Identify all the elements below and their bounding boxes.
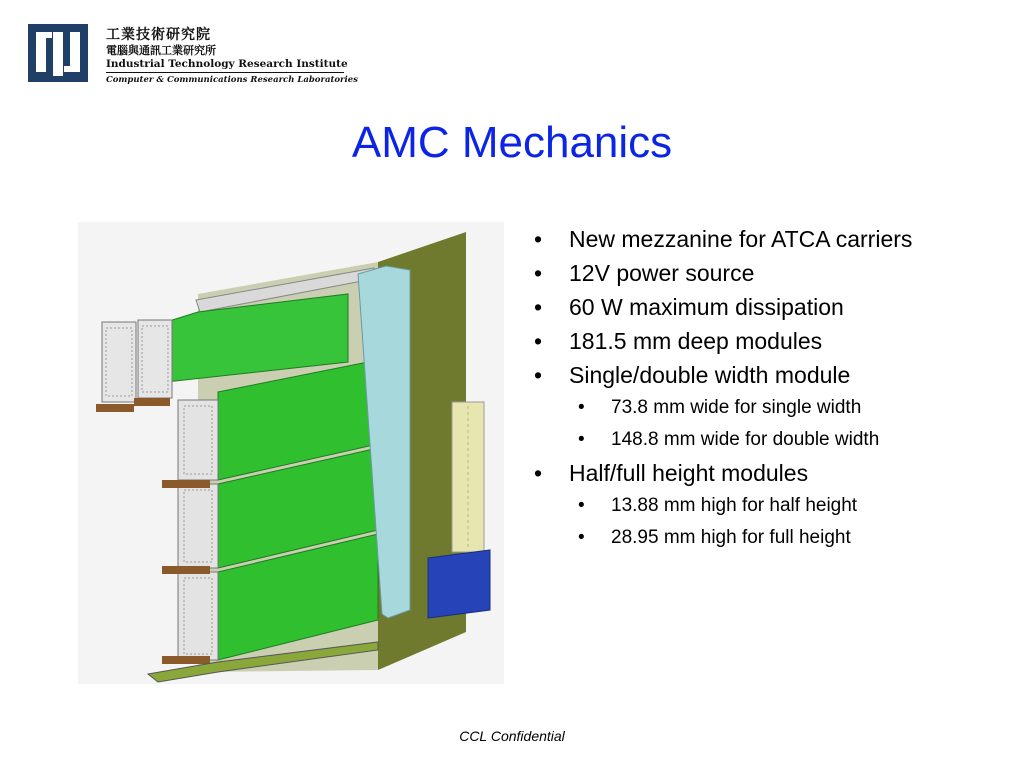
sub-bullet-item xyxy=(578,396,964,419)
bullet-dot: • xyxy=(534,260,543,286)
bullet-dot: • xyxy=(534,460,543,486)
bullet-text: 181.5 mm deep modules xyxy=(569,328,823,354)
bullet-dot: • xyxy=(578,495,585,516)
bullet-text: 12V power source xyxy=(569,260,755,286)
bullet-list xyxy=(534,226,964,558)
bullet-dot: • xyxy=(578,527,585,548)
bullet-text: 13.88 mm high for half height xyxy=(611,495,858,516)
bullet-dot: • xyxy=(534,226,543,252)
bullet-item xyxy=(534,294,964,321)
bullet-text: Half/full height modules xyxy=(569,460,809,486)
itri-logo-icon xyxy=(26,22,90,84)
sub-bullet-item xyxy=(578,428,964,451)
bullet-text: Single/double width module xyxy=(569,362,851,388)
bullet-item xyxy=(534,460,964,487)
confidential-footer: CCL Confidential xyxy=(459,728,565,744)
logo-chinese-subname: 電腦與通訊工業研究所 xyxy=(106,44,216,57)
bullet-text: 73.8 mm wide for single width xyxy=(611,397,862,418)
bullet-dot: • xyxy=(534,294,543,320)
logo-english-name: Industrial Technology Research Institute xyxy=(106,58,348,70)
sub-bullet-item xyxy=(578,494,964,517)
bullet-text: 60 W maximum dissipation xyxy=(569,294,844,320)
itri-logo xyxy=(26,22,358,88)
amc-carrier-illustration xyxy=(78,222,504,684)
bullet-item xyxy=(534,328,964,355)
slide-title: AMC Mechanics xyxy=(351,118,673,167)
logo-chinese-name: 工業技術研究院 xyxy=(106,27,211,43)
bullet-dot: • xyxy=(578,397,585,418)
bullet-text: 148.8 mm wide for double width xyxy=(611,429,880,450)
bullet-item xyxy=(534,226,964,253)
logo-english-subname: Computer & Communications Research Laboratories xyxy=(106,75,358,85)
power-block xyxy=(428,550,490,618)
bullet-text: New mezzanine for ATCA carriers xyxy=(569,226,913,252)
bullet-dot: • xyxy=(534,328,543,354)
bullet-item xyxy=(534,260,964,287)
bullet-dot: • xyxy=(534,362,543,388)
logo-divider xyxy=(106,72,344,73)
sub-bullet-item xyxy=(578,526,964,549)
bullet-text: 28.95 mm high for full height xyxy=(611,527,851,548)
bullet-item xyxy=(534,362,964,389)
bullet-dot: • xyxy=(578,429,585,450)
